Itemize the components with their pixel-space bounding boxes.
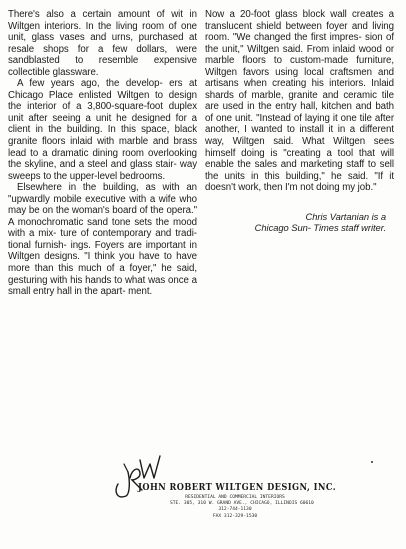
paragraph: There's also a certain amount of wit in Wiltgen interiors. In the living room of one unit, glass vases and urns, purchased at resale shops for a few dollars, were sandblasted to resemble expensive collectible glassware. bbox=[8, 9, 197, 78]
speck bbox=[371, 461, 373, 463]
company-logo bbox=[108, 450, 348, 530]
byline-line: Chris Vartanian is a bbox=[305, 210, 386, 222]
article-left-column bbox=[8, 9, 197, 298]
company-phones bbox=[170, 507, 300, 519]
byline-line: Chicago Sun- Times staff writer. bbox=[254, 222, 386, 234]
paragraph: Now a 20-foot glass block wall creates a translucent shield between foyer and living room. "We changed the first impres- sion of the unit," Wiltgen said. From inlaid wood or marble floors to custom-made furniture, Wiltgen favors using local craftsmen and artisans when creating his interiors. Inlaid shards of marble, granite and ceramic tile are used in the entry hall, kitchen and bath of one unit. "Instead of laying it one tile after another, I wanted to install it in a different way, Wiltgen said. What Wiltgen sees himself doing is "creating a tool that will enable the sales and marketing staff to sell the units in this building," he said. "If it doesn't work, then I'm not doing my job." bbox=[205, 9, 394, 194]
company-details bbox=[170, 495, 314, 520]
article-right-column bbox=[205, 9, 394, 234]
phone-number: 312-744-1130 bbox=[218, 507, 252, 513]
company-tagline: RESIDENTIAL AND COMMERCIAL INTERIORS bbox=[185, 495, 285, 500]
jrw-monogram-icon bbox=[108, 450, 168, 510]
paragraph: Elsewhere in the building, as with an "upwardly mobile executive with a wife who may be on the woman's board of the opera." A monochromatic sand tone sets the mood with a mix- ture of contemporary and tradi- tional furnish- ings. Foyers are important in Wiltgen designs. "I think you have to have more than this much of a foyer," he said, gesturing with his hands to what was once a small entry hall in the apart- ment. bbox=[8, 182, 197, 298]
company-name: JOHN ROBERT WILTGEN DESIGN, INC. bbox=[138, 482, 337, 493]
paragraph: A few years ago, the develop- ers at Chicago Place enlisted Wiltgen to design the interior of a 3,800-square-foot duplex unit after seeing a unit he designed for a client in the building. In this space, black granite floors inlaid with marble and brass lead to a dramatic dining room overlooking the skyline, and a steel and glass stair- way sweeps to the upper-level bedrooms. bbox=[8, 78, 197, 182]
author-byline bbox=[205, 211, 394, 234]
fax-number: FAX 312-329-1530 bbox=[212, 513, 258, 519]
company-address: STE. 305, 310 W. GRAND AVE., CHICAGO, ILLINOIS 60610 bbox=[170, 501, 314, 507]
